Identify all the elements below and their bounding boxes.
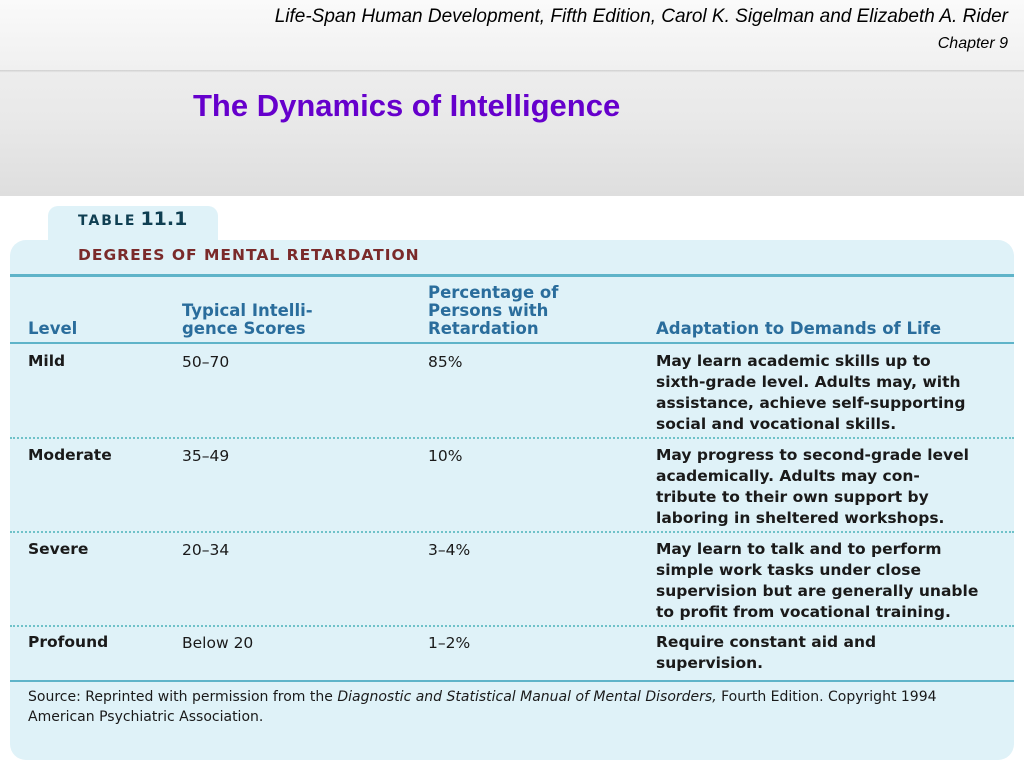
source-note [28,687,988,727]
row-profound-scores: Below 20 [182,634,254,652]
table-label [78,208,187,230]
source-manual-title: Diagnostic and Statistical Manual of Mental Disorders, [337,689,717,705]
table-caption: DEGREES OF MENTAL RETARDATION [78,246,420,264]
column-header-level: Level [28,319,78,338]
table-bottom-rule [10,680,1014,682]
row-mild-percentage: 85% [428,353,463,371]
header-divider [0,70,1024,73]
table-top-rule [10,274,1014,277]
row-moderate-adaptation: May progress to second-grade level academically. Adults may con- tribute to their own support by laboring in sheltered workshops. [656,446,969,527]
column-header-adaptation: Adaptation to Demands of Life [656,319,942,338]
row-profound-percentage: 1–2% [428,634,471,652]
row-mild-scores: 50–70 [182,353,230,371]
row-moderate-scores: 35–49 [182,447,230,465]
column-header-percentage: Percentage of Persons with Retardation [428,283,559,338]
row-profound-adaptation: Require constant aid and supervision. [656,633,877,672]
row-divider [10,531,1014,533]
row-mild-adaptation: May learn academic skills up to sixth-grade level. Adults may, with assistance, achieve self-supporting social and vocational skills. [656,352,966,433]
row-moderate-percentage: 10% [428,447,463,465]
row-moderate-level: Moderate [28,446,112,464]
chapter-label: Chapter 9 [937,35,1008,52]
source-suffix: Fourth Edition. Copyright 1994 American Psychiatric Association. [28,689,937,725]
row-profound-level: Profound [28,633,109,651]
table-label-word: TABLE [78,213,137,229]
column-header-scores: Typical Intelli- gence Scores [182,301,313,338]
table-header-rule [10,342,1014,344]
row-severe-scores: 20–34 [182,541,230,559]
table-number: 11.1 [140,208,188,230]
row-divider [10,625,1014,627]
row-severe-level: Severe [28,540,89,558]
row-severe-adaptation: May learn to talk and to perform simple work tasks under close supervision but are generally unable to profit from vocational training. [656,540,979,621]
row-mild-level: Mild [28,352,66,370]
slide-title: The Dynamics of Intelligence [193,88,621,123]
row-severe-percentage: 3–4% [428,541,471,559]
source-prefix: Source: Reprinted with permission from the [28,689,338,705]
book-title: Life-Span Human Development, Fifth Edition, Carol K. Sigelman and Elizabeth A. Rider [274,6,1008,27]
row-divider [10,437,1014,439]
